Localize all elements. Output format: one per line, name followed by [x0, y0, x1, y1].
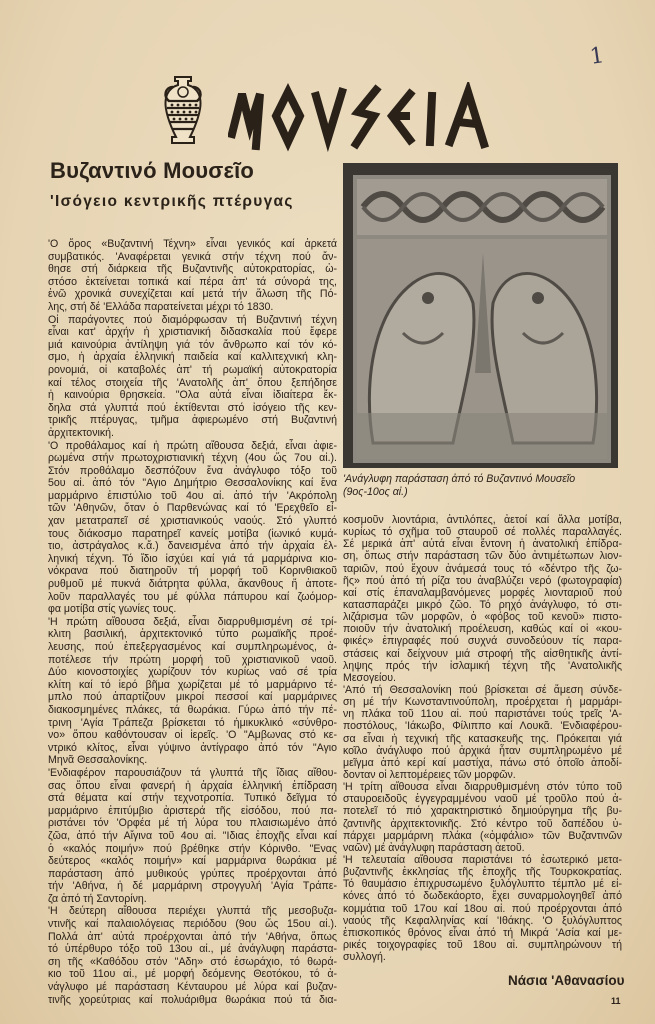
text-line: ληνική τέχνη. Τό ἴδιο ἰσχύει καί γιά τά μαρμάρινα κιο-	[48, 552, 337, 565]
text-line: ζῶα, ἀπό τήν Αἴγινα τοῦ 4ου αἰ. "Ιδιας ἐποχῆς εἶναι καί	[48, 829, 337, 842]
text-line: νόκρανα πού διατηροῦν τή μορφή τοῦ Κορινθιακοῦ	[48, 565, 337, 578]
text-line: 'Από τή Θεσσαλονίκη πού βρίσκεται σέ ἄμεση σύνδε-	[343, 683, 622, 696]
text-line: ση μέ τήν Κωνσταντινούπολη, προέρχεται ἡ μαρμάρι-	[343, 696, 622, 709]
text-line: ληψης πρός τήν ἰσλαμική τέχνη τῆς 'Ανατολικῆς	[343, 659, 622, 672]
text-line: 'Ο ὅρος «Βυζαντινή Τέχνη» εἶναι γενικός καί ἀρκετά	[48, 238, 337, 250]
caption-line: 'Ανάγλυφη παράσταση ἀπό τό Βυζαντινό Μουσεῖο	[343, 473, 576, 485]
text-line: κλιτη βασιλική, ἀρχιτεκτονικό τύπο ρωμαϊκῆς προέ-	[48, 628, 337, 641]
text-line: μπλο πού ἀπαρτίζουν μικροί πεσσοί καί μαρμάρινες	[48, 691, 337, 704]
text-line: τό ὑπέρθυρο τόξο τοῦ 13ου αἰ., μέ ἀνάγλυφη παράστα-	[48, 943, 337, 956]
text-line: ση, ὅπως στήν παράσταση τῶν δύο ἀντιμέτωπων λιον-	[343, 550, 622, 563]
text-line: ποιοῦν τήν ἀνατολική προέλευση, καθώς καί οἱ «κου-	[343, 623, 622, 636]
paragraph	[48, 905, 337, 1006]
text-line: ρυθμοῦ μέ πυκνά διάτρητα φύλλα, ἄκανθους ἤ ἀποτε-	[48, 578, 337, 591]
text-line: κιο τοῦ 11ου αἰ., μέ μορφή δεόμενης Θεοτόκου, τό ἀ-	[48, 968, 337, 981]
text-line: χαν μετατραπεῖ σέ χριστιανικούς ναούς. Στό γλυπτό	[48, 515, 337, 528]
text-line: ρωμένα στήν πρωτοχριστιανική τέχνη (4ου ὥς 7ου αἰ.).	[48, 452, 337, 465]
text-line: Τό θαυμάσιο ἐπιχρυσωμένο ξυλόγλυπτο τέμπλο μέ εἰ-	[343, 878, 622, 891]
article-subtitle: 'Ισόγειο κεντρικῆς πτέρυγας	[50, 193, 294, 210]
text-line: 'Ενδιαφέρον παρουσιάζουν τά γλυπτά τῆς ἴδιας αἴθου-	[48, 766, 337, 779]
text-line: κυρίως τό σχῆμα τοῦ σταυροῦ σέ πολλές παραλλαγές.	[343, 526, 622, 539]
text-line: δονταν οἱ λεπτομέρειες τῶν μορφῶν.	[343, 768, 516, 781]
text-line: ναῶν) μέ ἀνάγλυφη παράσταση ἀετοῦ.	[343, 841, 525, 854]
text-line: κατασπαράζει μικρό ζῶο. Τό ρηχό ἀνάγλυφο, τό στι-	[343, 598, 622, 611]
page-number: 11	[611, 996, 621, 1006]
text-line: ση τῆς «Καθόδου στόν "Αδη» στό ἐσωράχιο, τό θωρά-	[48, 955, 337, 968]
text-line: φα μοτίβα στίς γωνίες τους.	[48, 603, 177, 616]
text-line: κοῖλο ἀνάγλυφο πού ἀρχικά ἦταν συμπληρωμένο μέ	[343, 744, 622, 757]
text-line: ντρικό κλίτος, εἶναι γύψινο ἀντίγραφο ἀπό τόν "Αγιο	[48, 741, 337, 754]
amphora-vase-icon	[160, 75, 206, 145]
text-line: τινῆς χορεύτριας καί πολυάριθμα θωράκια πού τά δια-	[48, 993, 337, 1006]
text-line: Οἱ παράγοντες πού διαμόρφωσαν τή Βυζαντινή τέχνη	[48, 313, 337, 326]
text-line: ἐπισκοπικός θρόνος εἶναι ἀπό τή Μικρά 'Ασία καί με-	[343, 926, 622, 939]
paragraph	[48, 767, 337, 906]
text-line: βυζαντινῆς ἐκκλησίας τῆς ἐποχῆς τῆς Τουρκοκρατίας.	[343, 866, 622, 879]
article-title: Βυζαντινό Μουσεῖο	[50, 158, 255, 183]
text-line: δηλα στά γλυπτά πού ἐκτίθενται στό ἰσόγειο τῆς κεν-	[48, 401, 337, 414]
text-line: Μηνᾶ Θεσσαλονίκης.	[48, 754, 148, 767]
text-line: δεύτερος «καλός ποιμήν» καί μαρμάρινα θωράκια μέ	[48, 855, 337, 868]
text-line: στόσο ἐκτείνεται τοπικά καί πέρα ἀπ' τά σύνορά της,	[48, 275, 337, 288]
paragraph	[48, 314, 337, 440]
text-line: 'Η δεύτερη αἴθουσα περιέχει γλυπτά τῆς μεσοβυζα-	[48, 905, 337, 918]
text-line: 'Η πρώτη αἴθουσα δεξιά, εἶναι διαρρυθμισμένη σέ τρί-	[48, 615, 337, 628]
text-line: διακοσμημένες πλάκες, τά θωράκια. Γύρω ἀπό τήν πέ-	[48, 703, 337, 716]
paragraph	[48, 440, 337, 616]
text-line: νο» ὅπου καθόντουσαν οἱ ἱερεῖς. 'Ο "Αμβωνας στό κε-	[48, 729, 337, 742]
text-line: νη πλάκα τοῦ 11ου αἰ. πού παριστάνει τούς τρεῖς 'Α-	[343, 708, 622, 721]
text-line: ποτελεῖ τό πιό χαρακτηριστικό δημιούργημα τῆς βυ-	[343, 805, 622, 818]
text-line: σας ὅπου εἶναι φανερή ἡ ἀρχαία ἑλληνική ἐπίδραση	[48, 779, 337, 792]
text-line: 'Η τελευταία αἴθουσα παριστάνει τό ἐσωτερικό μετα-	[343, 853, 622, 866]
text-line: ρονομιά, οἱ καταβολές ἀπ' τή ρωμαϊκή αὐτοκρατορία	[48, 363, 337, 376]
text-line: σμο, ἡ ἀρχαία ἑλληνική παιδεία καί καλλιτεχνική κλη-	[48, 351, 337, 364]
text-line: Μεσογείου.	[343, 671, 396, 684]
paragraph	[343, 514, 622, 684]
mouseia-logo	[228, 82, 490, 152]
text-line: ταριῶν, πού ἔχουν ἀνάμεσά τους τό «δέντρο τῆς ζω-	[343, 562, 622, 575]
text-line: ἡ καινούρια θρησκεία. "Ολα αὐτά εἶναι ἰδιαίτερα ἔκ-	[48, 389, 337, 402]
text-line: λοῦν παραλλαγές του μέ φύλλα πάπυρου καί ζωόμορ-	[48, 590, 337, 603]
text-line: Δύο κιονοστοιχίες χωρίζουν τόν κυρίως ναό σέ τρία	[48, 666, 337, 679]
left-column-text	[48, 238, 337, 1006]
text-line: κλίτη καί τό ἱερό βῆμα χωρίζεται μέ τό μαρμάρινο τέ-	[48, 678, 337, 691]
text-line: καί τέλος στοιχεία τῆς 'Ανατολῆς ἀπ' ὅπου ξεπήδησε	[48, 376, 337, 389]
text-line: λης, στή δέ 'Ελλάδα παρατείνεται μέχρι τό 1830.	[48, 300, 274, 313]
relief-photo	[343, 163, 618, 468]
text-line: μεῖγμα ἀπό κερί καί μαστίχα, πάνω στό ὁποῖο ἀποδί-	[343, 756, 622, 769]
text-line: τιο, ἀστράγαλος κ.ἄ.) δανεισμένα ἀπό τήν ἀρχαία ἑλ-	[48, 540, 337, 553]
text-line: λευσης, πού ἐπεξεργασμένος καί συμπληρωμένος, ἀ-	[48, 641, 337, 653]
text-line: σταυροειδοῦς ἐγγεγραμμένου ναοῦ μέ τροῦλο πού ἀ-	[343, 793, 622, 806]
text-line: Στόν προθάλαμο δεσπόζουν ἕνα ἀνάγλυφο τόξο τοῦ	[48, 464, 337, 477]
paragraph	[48, 238, 337, 314]
text-line: λιζάρισμα τῶν μορφῶν, ὁ «φόβος τοῦ κενοῦ» πιστο-	[343, 611, 622, 624]
text-line: μαρμάρινο ἐπιτύμβιο ἀριστερά τῆς εἰσόδου, πού πα-	[48, 804, 337, 817]
text-line: ζα ἀπό τή Σαντορίνη.	[48, 892, 147, 905]
caption-line: (9ος-10ος αἰ.)	[343, 486, 408, 498]
text-line: παράσταση ἀπό μυθικούς γρύπες προέρχονται ἀπό	[48, 867, 337, 880]
paragraph	[343, 781, 622, 854]
text-line: συλλογή.	[343, 951, 386, 964]
text-line: μιά καινούρια ἀντίληψη γιά τόν ἄνθρωπο καί τόν κό-	[48, 338, 337, 351]
text-line: φικές» ἐπιγραφές πού συχνά συνοδεύουν τίς παρα-	[343, 635, 622, 648]
text-line: συμβατικός. 'Αναφέρεται γενικά στήν τέχνη πού ἄν-	[48, 250, 337, 263]
text-line: κομμάτια τοῦ 17ου καί 18ου αἰ. πού προέρχονται ἀπό	[343, 902, 622, 915]
text-line: πάρχει μαρμάρινη πλάκα («ὀμφάλιο» τῶν Βυζαντινῶν	[343, 829, 622, 842]
text-line: ἐνῶ χρονικά συνεχίζεται καί μετά τήν ἅλωση τῆς Πό-	[48, 288, 337, 301]
text-line: τῶν 'Αθηνῶν, ὅταν ὁ Παρθενώνας καί τό 'Ερεχθεῖο εἶ-	[48, 502, 337, 515]
paragraph	[343, 854, 622, 963]
text-line: τους διάκοσμο παρατηρεῖ κανείς μοτίβα (ἰωνικό κυμά-	[48, 527, 337, 540]
text-line: ναούς τῆς Κεφαλληνίας καί 'Ιθάκης. 'Ο ξυλόγλυπτος	[343, 914, 622, 927]
paragraph	[48, 616, 337, 767]
right-column-text	[343, 514, 622, 963]
handwritten-page-number: 1	[588, 43, 606, 70]
text-line: ὁ «καλός ποιμήν» πού βρέθηκε στήν Κόρινθο. "Ενας	[48, 842, 337, 855]
text-line: 5ου αἰ. ἀπό τόν "Αγιο Δημήτριο Θεσσαλονίκης καί ἕνα	[48, 477, 337, 490]
text-line: Πολλά ἀπ' αὐτά προέρχονται ἀπό τήν 'Αθήνα, ὅπως	[48, 930, 337, 943]
paragraph	[343, 684, 622, 781]
text-line: τήν 'Αθήνα, ἡ δέ μαρμάρινη στρογγυλή 'Αγία Τράπε-	[48, 880, 337, 893]
text-line: καί στίς ἐπαναλαμβανόμενες μορφές λιονταριοῦ πού	[343, 586, 622, 599]
text-line: σα εἶναι ἡ τεχνική τῆς κατασκευῆς της. Πρόκειται γιά	[343, 732, 622, 745]
text-line: νάγλυφο μέ παράσταση Κένταυρου μέ λύρα καί βυζαν-	[48, 981, 337, 994]
text-line: κόνες ἀπό τό δωδεκάορτο, ἔχει συναρμολογηθεῖ ἀπό	[343, 890, 622, 903]
text-line: ποτέλεσε τήν πρώτη μορφή τοῦ χριστιανικοῦ ναοῦ.	[48, 653, 337, 666]
text-line: ἀρχιτεκτονική.	[48, 426, 114, 439]
text-line: 'Ο προθάλαμος καί ἡ πρώτη αἴθουσα δεξιά, εἶναι ἀφιε-	[48, 439, 337, 452]
text-line: τρινη 'Αγία Τράπεζα βρίσκεται τό ἡμικυκλικό «σύνθρο-	[48, 716, 337, 729]
text-line: ζαντινῆς ἀρχιτεκτονικῆς. Στό κέντρο τοῦ δαπέδου ὑ-	[343, 817, 622, 830]
text-line: ριστάνει τόν 'Ορφέα μέ τή λύρα του πλαισιωμένο ἀπό	[48, 817, 337, 830]
text-line: 'Η τρίτη αἴθουσα εἶναι διαρρυθμισμένη στόν τύπο τοῦ	[343, 781, 622, 794]
text-line: τρικῆς πτέρυγας, τμῆμα ἀφιερωμένο στή Βυζαντινή	[48, 414, 337, 427]
text-line: θησε στή διάρκεια τῆς Βυζαντινῆς αὐτοκρατορίας, ὡ-	[48, 263, 337, 276]
author-name: Νάσια 'Αθανασίου	[508, 973, 625, 988]
text-line: μαρμάρινο ἐπιστύλιο τοῦ 4ου αἰ. ἀπό τήν 'Ακρόπολη	[48, 489, 337, 502]
text-line: ρικές τοιχογραφίες τοῦ 18ου αἰ. συμπληρώνουν τή	[343, 938, 622, 951]
text-line: στάσεις καί δείχνουν μιά στροφή τῆς αἰσθητικῆς ἀντί-	[343, 647, 622, 660]
text-line: εἶναι κατ' ἀρχήν ἡ χριστιανική διδασκαλία πού ἔφερε	[48, 326, 337, 339]
photo-caption	[343, 473, 623, 499]
text-line: ποστόλους, 'Ιάκωβο, Φίλιππο καί Λουκᾶ. 'Ενδιαφέρου-	[343, 720, 622, 733]
text-line: στά θέματα καί στήν τεχνοτροπία. Τυπικό δεῖγμα τό	[48, 792, 337, 805]
text-line: κοσμοῦν λιοντάρια, ἀντιλόπες, ἀετοί καί ἄλλα μοτίβα,	[343, 514, 622, 526]
text-line: ντινῆς καί παλαιολόγειας περιόδου (9ου ὥς 15ου αἰ.).	[48, 918, 337, 931]
text-line: ῆς» πού ἀπό τή ρίζα του ἀναβλύζει νερό (φωτογραφία)	[343, 574, 622, 587]
text-line: Σέ μερικά ἀπ' αὐτά εἶναι ἔντονη ἡ ἀνατολική ἐπίδρα-	[343, 538, 622, 551]
